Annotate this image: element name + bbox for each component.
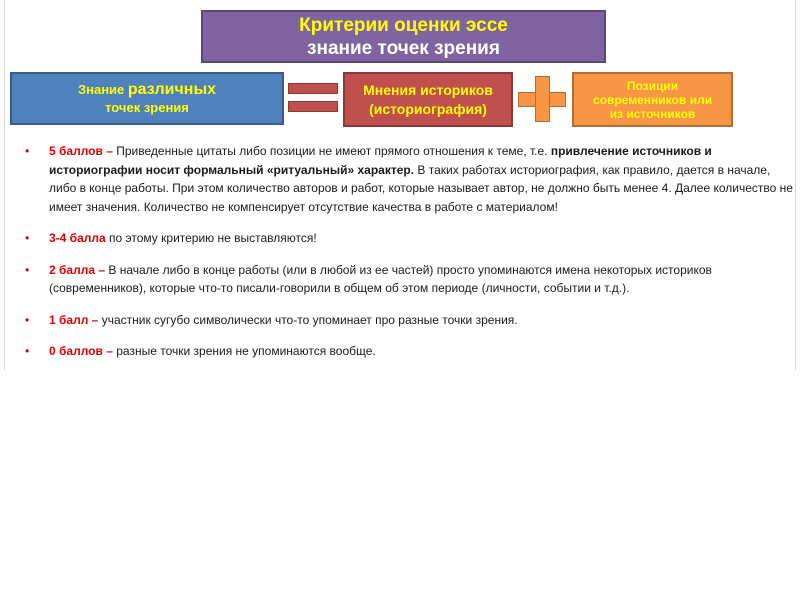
score-label: 3-4 балла (49, 231, 106, 245)
contemporaries-box (572, 72, 733, 127)
title-line-1: Критерии оценки эссе (299, 15, 508, 36)
equals-icon-bottom-bar (288, 101, 338, 112)
various-word: различных (127, 80, 217, 98)
criteria-text: разные точки зрения не упоминаются вообще. (112, 344, 376, 358)
bullet-icon: • (25, 262, 30, 277)
historians-box-line-1: Мнения историков (363, 81, 493, 98)
bullet-icon: • (25, 344, 30, 358)
knowledge-box-line-1 (78, 81, 216, 99)
criteria-text: по этому критерию не выставляются! (105, 231, 317, 245)
slide (4, 0, 796, 370)
historians-box-line-2: (историография) (369, 100, 487, 117)
criteria-item-3-4 (25, 229, 795, 248)
title-box (201, 10, 606, 63)
criteria-bold-text: привлечение источников и историографии носит формальный «ритуальный» характер. (49, 144, 712, 177)
bullet-icon: • (25, 144, 30, 158)
knowledge-box (10, 72, 284, 125)
bullet-icon: • (25, 231, 30, 245)
bullet-icon: • (25, 312, 30, 327)
criteria-text: В таких работах историография, как правило, дается в начале, либо в конце работы. При этом количество авторов и работ, которые называет автор, не должно быть менее 4. Далее количество не имеет значения. Количество не компенсирует отсутствие качества в работе с материалом! (49, 162, 793, 214)
equals-icon-top-bar (288, 83, 338, 94)
knowledge-word: Знание (77, 81, 128, 97)
score-label: 5 баллов – (49, 144, 113, 158)
contemporaries-box-line-2: современников или (593, 92, 712, 107)
criteria-item-1 (25, 311, 795, 330)
title-line-2: знание точек зрения (307, 38, 500, 59)
contemporaries-box-line-1: Позиции (626, 78, 679, 93)
score-label: 1 балл – (49, 312, 99, 327)
criteria-list (25, 142, 795, 374)
score-label: 0 баллов – (49, 344, 113, 358)
plus-icon-center (536, 93, 549, 106)
criteria-text: Приведенные цитаты либо позиции не имеют прямого отношения к теме, т.е. (112, 144, 551, 158)
historians-box (343, 72, 513, 127)
score-label: 2 балла – (49, 262, 106, 277)
criteria-item-2 (25, 261, 795, 298)
criteria-item-5 (25, 142, 795, 216)
criteria-text: участник сугубо символически что-то упоминает про разные точки зрения. (98, 312, 518, 327)
knowledge-box-line-2: точек зрения (105, 99, 189, 115)
criteria-text: В начале либо в конце работы (или в любой из ее частей) просто упоминаются имена некоторых историков (современников), которые что-то писали-говорили в общем об этом периоде (личности, событии и т.д.). (49, 262, 712, 295)
criteria-item-0 (25, 342, 795, 361)
contemporaries-box-line-3: из источников (609, 106, 696, 121)
